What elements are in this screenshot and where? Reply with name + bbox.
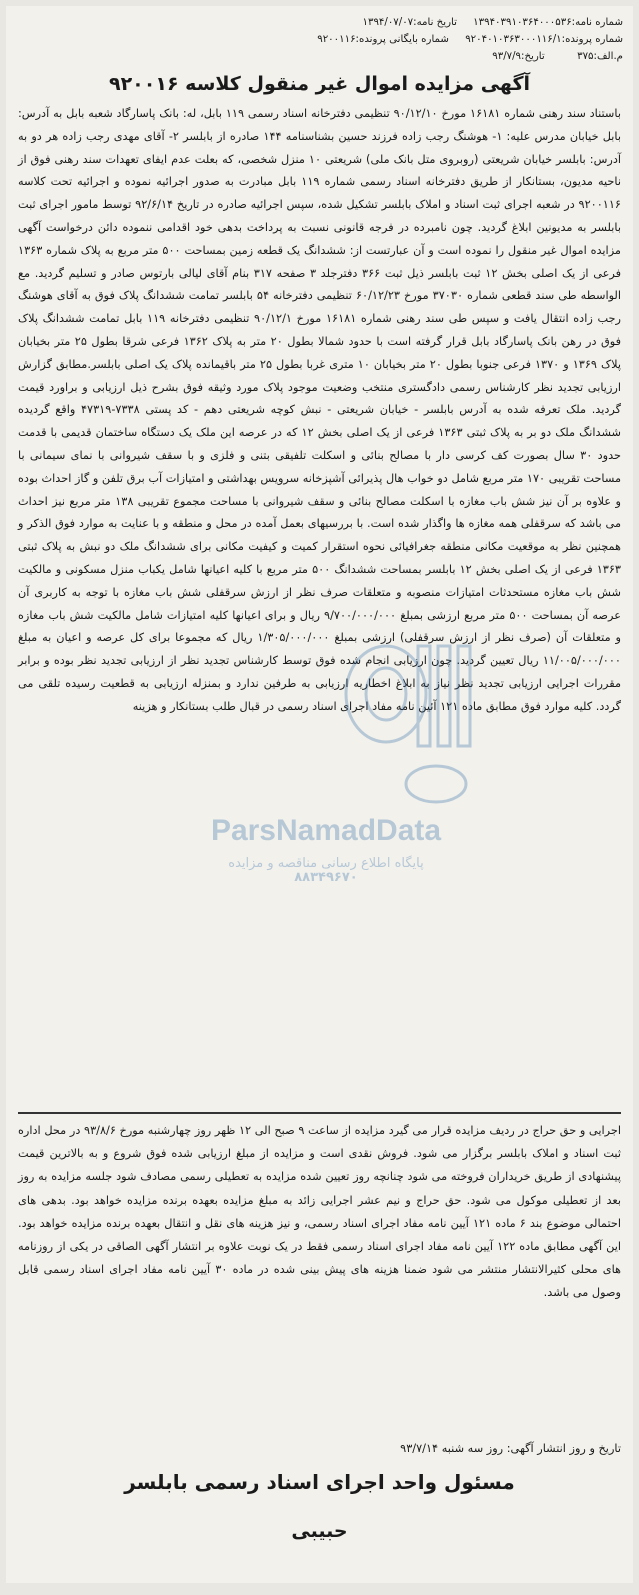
newspaper-clipping <box>6 6 633 1583</box>
notice-date: تاریخ:۹۳/۷/۹ <box>492 51 545 62</box>
continuation-paragraph: اجرایی و حق حراج در ردیف مزایده قرار می گیرد مزایده از ساعت ۹ صبح الی ۱۲ ظهر روز چهارشنبه مورخ ۹۳/۸/۶ در محل اداره ثبت اسناد و املاک بابلسر برگزار می شود. فروش نقدی است و مزایده از مبلغ ارزیابی شده فوق شروع و به بالاترین قیمت پیشنهادی از طریق خریداران فروخته می شود چنانچه روز تعیین شده مزایده به تعطیلی رسمی مصادف شود جلسه مزایده به روز بعد از تعطیلی موکول می شود. حق حراج و نیم عشر اجرایی زائد به مبلغ مزایده بعهده برنده مزایده خواهد بود. بدهی های احتمالی موضوع بند ۶ ماده ۱۲۱ آیین نامه مفاد اجرای اسناد رسمی، و نیز هزینه های نقل و انتقال بعهده برنده مزایده خواهد بود. این آگهی مطابق ماده ۱۲۲ آیین نامه مفاد اجرای اسناد رسمی فقط در یک نوبت علاوه بر انتشار آگهی الصاقی در یکی از روزنامه های محلی کثیرالانتشار منتشر می شود ضمنا هزینه های پیش بینی شده در ماده ۳۰ آیین نامه مفاد اجرای اسناد رسمی قابل وصول می باشد. <box>18 1124 622 1300</box>
body-paragraph: باستناد سند رهنی شماره ۱۶۱۸۱ مورخ ۹۰/۱۲/۱۰ تنظیمی دفترخانه اسناد رسمی ۱۱۹ بابل، له: بانک پاسارگاد شعبه بابل به آدرس: بابل خیابان مدرس علیه: ۱- هوشنگ رجب زاده فرزند حسین بشناسنامه ۱۴۴ صادره از بابلسر ۲- آقای مهدی رجب زاده هر دو به آدرس: بابلسر خیابان شریعتی (روبروی متل بانک ملی) شریعتی ۱۰ منزل شخصی، که بعلت عدم ایفای تعهدات سند رهنی فوق از ناحیه مدیون، بستانکار از طریق دفترخانه اسناد رسمی شماره ۱۱۹ بابل مبادرت به صدور اجرائیه نموده و اجرائیه تحت کلاسه ۹۲۰۰۱۱۶ در شعبه اجرای ثبت اسناد و املاک بابلسر تشکیل شده، سپس اجرائیه صادره در تاریخ ۹۲/۶/۱۴ توسط مامور اجرای ثبت بابلسر به مدیونین ابلاغ گردید. چون نامبرده در فرجه قانونی نسبت به پرداخت بدهی خود اقدامی ننموده دائن درخواست آگهی مزایده اموال غیر منقول را نموده است و آن عبارتست از: ششدانگ یک قطعه زمین بمساحت ۵۰۰ متر مربع به پلاک شماره ۱۳۶۳ فرعی از یک اصلی بخش ۱۲ ثبت بابلسر ذیل ثبت ۳۶۶ دفترجلد ۳ صفحه ۳۱۷ بنام آقای لیالی بارتوس صادر و تسلیم گردید. مع الواسطه طی سند قطعی شماره ۳۷۰۳۰ مورخ ۶۰/۱۲/۲۳ تنظیمی دفترخانه ۵۴ بابلسر تمامت ششدانگ پلاک فوق به آقای هوشنگ رجب زاده انتقال یافت و سپس طی سند رهنی شماره ۱۶۱۸۱ مورخ ۹۰/۱۲/۱ تنظیمی دفترخانه ۱۱۹ بابل تمامت ششدانگ پلاک فوق در رهن بانک پاسارگاد بابل قرار گرفته است با حدود شمالا بطول ۲۰ متر به پلاک ۱۳۶۲ فرعی شرقا بطول ۲۵ متر بخیابان پلاک ۱۳۶۹ و ۱۳۷۰ فرعی جنوبا بطول ۲۰ متر بخیابان ۱۰ متری غربا بطول ۲۵ متر باقیمانده پلاک یک اصلی بابلسر.مطابق گزارش ارزیابی تجدید نظر کارشناس رسمی دادگستری منتخب وضعیت موجود پلاک مورد وثیقه فوق بشرح ذیل ارزیابی و براورد قیمت گردید. ملک تعرفه شده به آدرس بابلسر - خیابان شریعتی - نبش کوچه شریعتی دهم - کد پستی ۷۳۳۸-۴۷۳۱۹ واقع گردیده ششدانگ ملک دو بر به پلاک ثبتی ۱۳۶۳ فرعی از یک اصلی بخش ۱۲ که در عرصه این ملک یک دستگاه ساختمان قدیمی با قدمت حدود ۳۰ سال بصورت کف کرسی دار با مصالح بنائی و اسکلت تلفیقی بتنی و فلزی و با سقف شیروانی با نمای سیمانی با مساحت تقریبی ۱۷۰ متر مربع شامل دو خواب هال پذیرائی آشپزخانه سرویس بهداشتی و امتیازات آب برق تلفن و گاز احداث بوده و علاوه بر آن نیز شش باب مغازه با اسکلت مصالح بنائی و سقف شیروانی با مساحت مجموع تقریبی ۱۳۸ متر مربع نیز احداث می باشد که سرقفلی همه مغازه ها واگذار شده است. با بررسیهای بعمل آمده در محل و منطقه و با عنایت به موارد فوق الذکر و همچنین نظر به موقعیت مکانی منطقه جغرافیائی نحوه استقرار کمیت و کیفیت مکانی برای ششدانگ ملک دو نبش به پلاک ثبتی ۱۳۶۳ فرعی از یک اصلی بخش ۱۲ بابلسر بمساحت ششدانگ ۵۰۰ متر مربع با کلیه اعیانها شامل یکباب منزل مسکونی و مالکیت شش باب مغازه مستحدثات امتیازات منصوبه و متعلقات صرف نظر از ارزش سرقفلی شش باب مغازه با توجه به کاربری آن عرصه آن بمساحت ۵۰۰ متر مربع ارزشی بمبلغ ۹/۷۰۰/۰۰۰/۰۰۰ ریال و برای اعیانها کلیه امتیازات شامل مالکیت شش باب مغازه و متعلقات آن (صرف نظر از ارزش سرقفلی) ارزشی بمبلغ ۱/۳۰۵/۰۰۰/۰۰۰ ریال که مجموعا برای کل عرصه و اعیان به مبلغ ۱۱/۰۰۵/۰۰۰/۰۰۰ ریال تعیین گردید. چون ارزیابی انجام شده فوق توسط کارشناس تجدید نظر از ارزیابی تجدید نظر بوده و برابر مقررات اجرایی ارزیابی تجدید نظر نیاز به ابلاغ اخطاریه ارزیابی به طرفین ندارد و بمنزله ارزیابی به قطعیت رسیده تلقی می گردد. کلیه موارد فوق مطابق ماده ۱۲۱ آئین نامه مفاد اجرای اسناد رسمی در قبال طلب بستانکار و هزینه <box>18 107 622 713</box>
notice-title: آگهی مزایده اموال غیر منقول کلاسه ۹۲۰۰۱۶ <box>108 73 531 95</box>
notice-continuation <box>18 1119 621 1305</box>
archive-number: شماره بایگانی پرونده:۹۲۰۰۱۱۶ <box>317 34 449 45</box>
notice-meta <box>16 14 623 65</box>
meta-row-3 <box>16 48 623 65</box>
meta-row-2 <box>16 31 623 48</box>
watermark-brand: ParsNamadData <box>210 814 442 847</box>
meta-row-1 <box>16 14 623 31</box>
notice-body <box>18 103 621 719</box>
signature-office: مسئول واحد اجرای اسناد رسمی بابلسر <box>124 1470 515 1494</box>
letter-date: تاریخ نامه:۱۳۹۴/۰۷/۰۷ <box>362 17 457 28</box>
letter-number: شماره نامه:۱۳۹۴۰۳۹۱۰۳۶۴۰۰۰۵۳۶ <box>473 17 623 28</box>
signature-name: حبیبی <box>291 1520 348 1542</box>
watermark-line: پایگاه اطلاع رسانی مناقصه و مزایده <box>228 856 424 871</box>
publication-date: تاریخ و روز انتشار آگهی: روز سه شنبه ۹۳/۷/۱۴ <box>400 1442 621 1455</box>
file-number: شماره پرونده:۹۲۰۴۰۱۰۳۶۳۰۰۰۱۱۶/۱ <box>465 34 623 45</box>
watermark-phone: ۸۸۳۴۹۶۷۰ <box>294 870 358 885</box>
alef-number: م.الف:۳۷۵ <box>577 51 623 62</box>
section-divider <box>18 1112 621 1114</box>
